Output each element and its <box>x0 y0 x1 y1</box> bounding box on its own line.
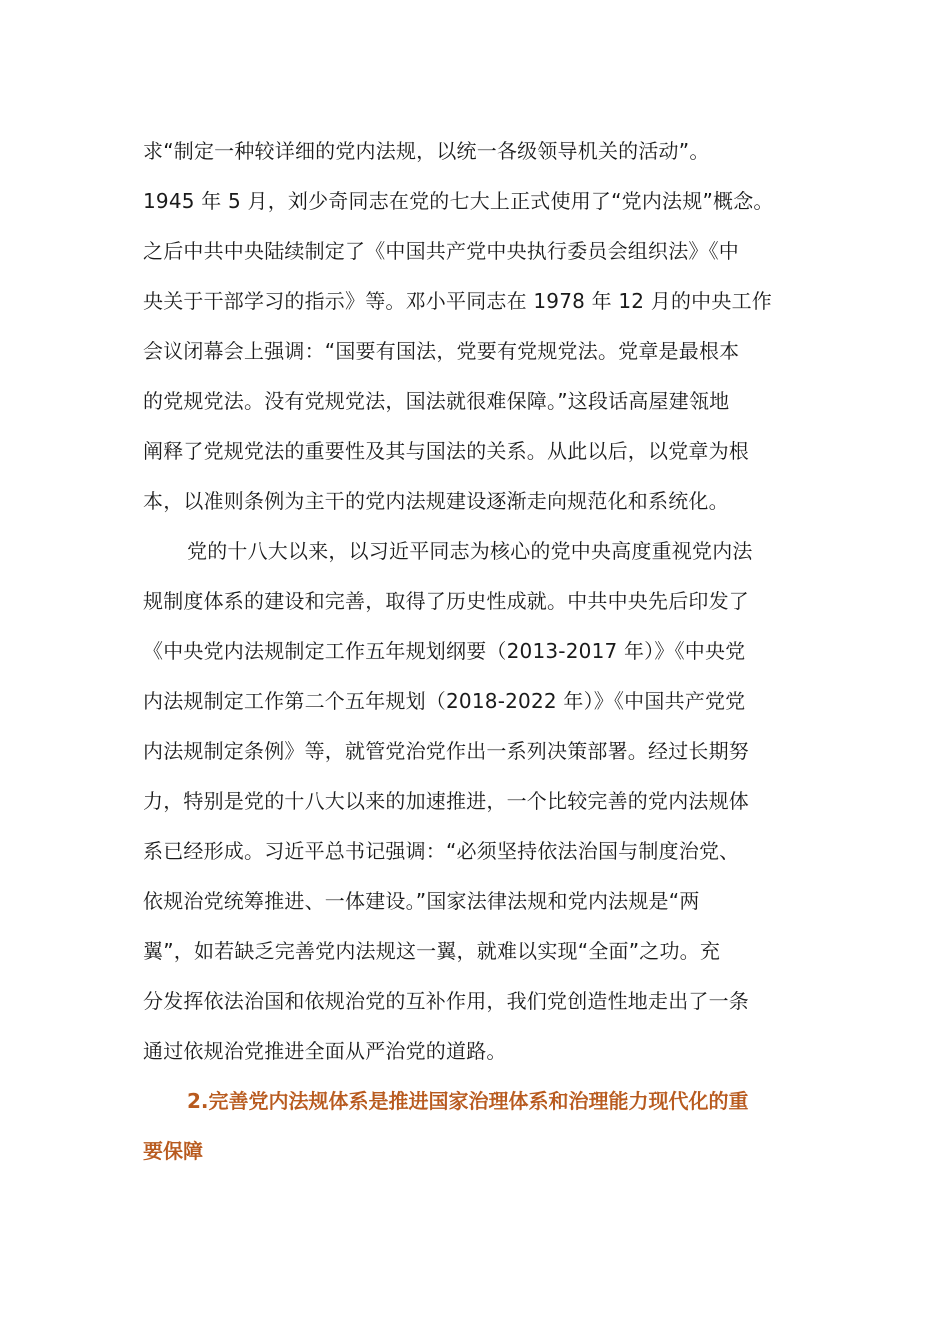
paragraph-line: 阐释了党规党法的重要性及其与国法的关系。从此以后，以党章为根 <box>143 439 749 463</box>
paragraph-line: 翼”，如若缺乏完善党内法规这一翼，就难以实现“全面”之功。充 <box>143 939 721 963</box>
paragraph-line: 之后中共中央陆续制定了《中国共产党中央执行委员会组织法》《中 <box>143 239 739 263</box>
paragraph-line: 央关于干部学习的指示》等。邓小平同志在 1978 年 12 月的中央工作 <box>143 289 772 313</box>
paragraph-line: 《中央党内法规制定工作五年规划纲要（2013-2017 年）》《中央党 <box>143 639 746 663</box>
paragraph-line: 内法规制定工作第二个五年规划（2018-2022 年）》《中国共产党党 <box>143 689 746 713</box>
paragraph-line: 力，特别是党的十八大以来的加速推进，一个比较完善的党内法规体 <box>143 789 749 813</box>
paragraph-line: 系已经形成。习近平总书记强调：“必须坚持依法治国与制度治党、 <box>143 839 740 863</box>
paragraph-line: 求“制定一种较详细的党内法规，以统一各级领导机关的活动”。 <box>143 139 710 163</box>
paragraph-line: 内法规制定条例》等，就管党治党作出一系列决策部署。经过长期努 <box>143 739 749 763</box>
section-heading: 2.完善党内法规体系是推进国家治理体系和治理能力现代化的重 <box>187 1089 749 1113</box>
paragraph-line: 规制度体系的建设和完善，取得了历史性成就。中共中央先后印发了 <box>143 589 749 613</box>
paragraph-line: 会议闭幕会上强调：“国要有国法，党要有党规党法。党章是最根本 <box>143 339 740 363</box>
paragraph-line: 的党规党法。没有党规党法，国法就很难保障。”这段话高屋建瓴地 <box>143 389 730 413</box>
paragraph-line: 本，以准则条例为主干的党内法规建设逐渐走向规范化和系统化。 <box>143 489 729 513</box>
paragraph-line: 分发挥依法治国和依规治党的互补作用，我们党创造性地走出了一条 <box>143 989 749 1013</box>
section-heading: 要保障 <box>143 1139 203 1163</box>
paragraph-line: 依规治党统筹推进、一体建设。”国家法律法规和党内法规是“两 <box>143 889 700 913</box>
paragraph-line: 通过依规治党推进全面从严治党的道路。 <box>143 1039 507 1063</box>
paragraph-line: 1945 年 5 月，刘少奇同志在党的七大上正式使用了“党内法规”概念。 <box>143 189 774 213</box>
paragraph-line: 党的十八大以来，以习近平同志为核心的党中央高度重视党内法 <box>187 539 753 563</box>
